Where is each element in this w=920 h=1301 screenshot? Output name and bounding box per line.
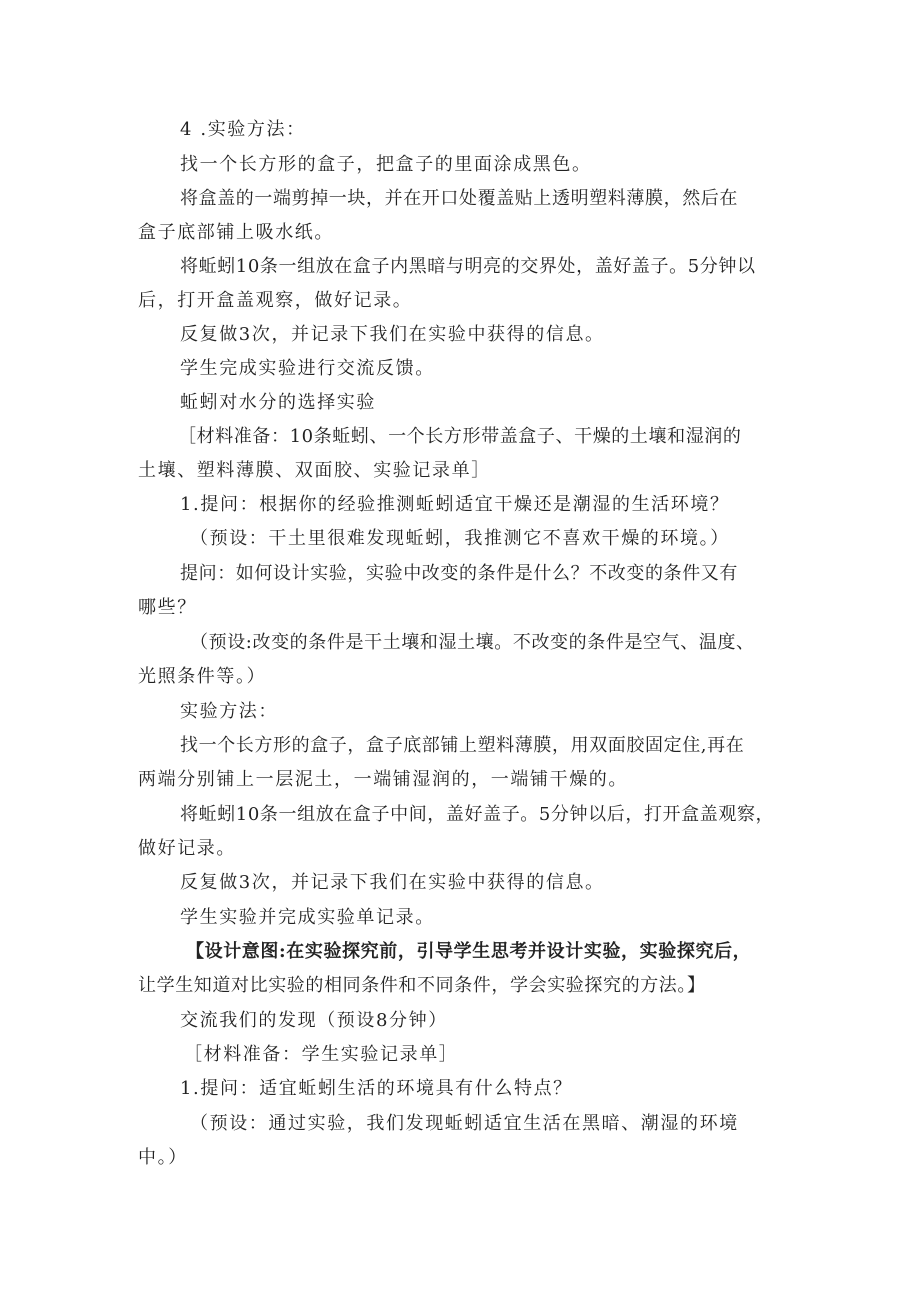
preset-answer-line: 光照条件等。） (138, 666, 267, 687)
design-intent-line: 让学生知道对比实验的相同条件和不同条件，学会实验探究的方法。】 (138, 975, 706, 996)
paragraph-line: 反复做3次，并记录下我们在实验中获得的信息。 (180, 324, 605, 345)
paragraph-line: 两端分别铺上一层泥土，一端铺湿润的，一端铺干燥的。 (138, 769, 628, 790)
materials-line: 土壤、塑料薄膜、双面胶、实验记录单］ (138, 460, 491, 481)
paragraph-line: 找一个长方形的盒子，盒子底部铺上塑料薄膜，用双面胶固定住,再在 (180, 735, 745, 756)
subsection-heading: 蚯蚓对水分的选择实验 (180, 392, 376, 413)
preset-answer-line: 中。） (138, 1147, 188, 1168)
paragraph-line: 将盒盖的一端剪掉一块，并在开口处覆盖贴上透明塑料薄膜，然后在 (180, 188, 738, 209)
question-line: 1.提问：适宜蚯蚓生活的环境具有什么特点？ (180, 1078, 573, 1099)
question-line: 哪些？ (138, 597, 197, 618)
paragraph-line: 反复做3次，并记录下我们在实验中获得的信息。 (180, 872, 605, 893)
paragraph-line: 学生完成实验进行交流反馈。 (180, 358, 435, 379)
paragraph-line: 找一个长方形的盒子，把盒子的里面涂成黑色。 (180, 154, 592, 175)
subsection-heading: 交流我们的发现（预设8分钟） (180, 1010, 448, 1031)
question-line: 提问：如何设计实验，实验中改变的条件是什么？不改变的条件又有 (180, 563, 738, 584)
materials-line: ［材料准备：学生实验记录单］ (184, 1044, 459, 1065)
preset-answer-line: （预设：干土里很难发现蚯蚓，我推测它不喜欢干燥的环境。） (190, 528, 730, 549)
paragraph-line: 做好记录。 (138, 838, 236, 859)
paragraph-line: 后，打开盒盖观察，做好记录。 (138, 290, 413, 311)
design-intent-line: 【设计意图:在实验探究前，引导学生思考并设计实验，实验探究后， (186, 941, 752, 962)
preset-answer-line: （预设：通过实验，我们发现蚯蚓适宜生活在黑暗、潮湿的环境 (190, 1113, 739, 1134)
paragraph-line: 学生实验并完成实验单记录。 (180, 907, 435, 928)
question-line: 1.提问：根据你的经验推测蚯蚓适宜干燥还是潮湿的生活环境？ (180, 494, 730, 515)
section-heading-experiment-method: 4 .实验方法： (180, 119, 306, 140)
paragraph-line: 将蚯蚓10条一组放在盒子内黑暗与明亮的交界处，盖好盖子。5分钟以 (180, 256, 756, 277)
preset-answer-line: （预设:改变的条件是干土壤和湿土壤。不改变的条件是空气、温度、 (190, 632, 755, 653)
paragraph-line: 实验方法： (180, 701, 278, 722)
paragraph-line: 盒子底部铺上吸水纸。 (138, 222, 334, 243)
materials-line: ［材料准备：10条蚯蚓、一个长方形带盖盒子、干燥的土壤和湿润的 (178, 426, 742, 447)
paragraph-line: 将蚯蚓10条一组放在盒子中间，盖好盖子。5分钟以后，打开盒盖观察， (180, 804, 775, 825)
